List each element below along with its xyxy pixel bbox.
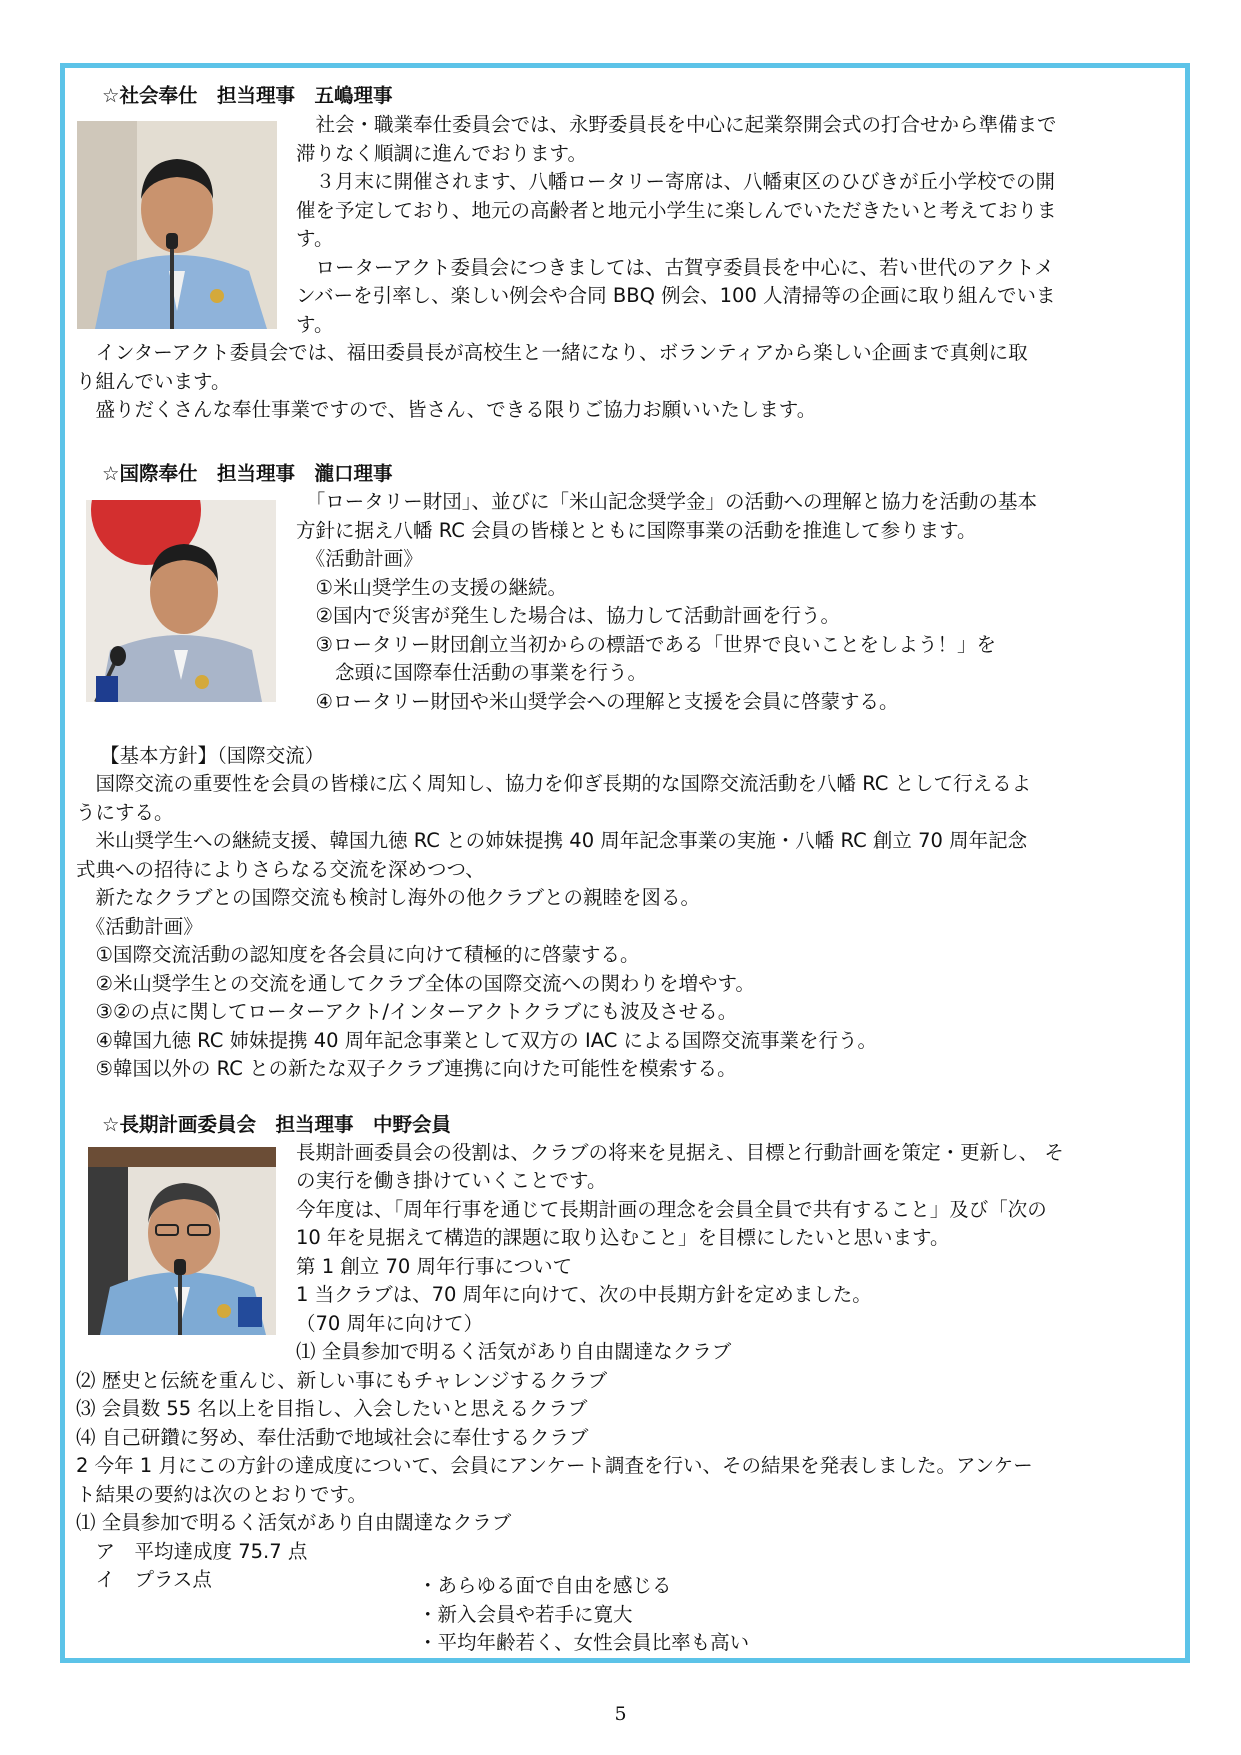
intl-line-8: ④ロータリー財団や米山奨学会への理解と支援を会員に啓蒙する。 — [296, 690, 899, 713]
longterm-line-15: ア 平均達成度 75.7 点 — [76, 1540, 308, 1563]
intl-line-11: うにする。 — [76, 801, 174, 824]
longterm-bullet-3: ・平均年齢若く、女性会員比率も高い — [418, 1631, 750, 1654]
social-line-5: す。 — [296, 227, 334, 250]
intl-line-12: 米山奨学生への継続支援、韓国九徳 RC との姉妹提携 40 周年記念事業の実施・八幡 RC 創立 70 周年記念 — [76, 829, 1028, 852]
social-line-6: ローターアクト委員会につきましては、古賀亨委員長を中心に、若い世代のアクトメ — [296, 256, 1054, 279]
intl-line-1: 「ロータリー財団」、並びに「米山記念奨学金」の活動への理解と協力を活動の基本 — [296, 490, 1038, 513]
longterm-line-12: 2 今年 1 月にこの方針の達成度について、会員にアンケート調査を行い、その結果を発表しました。アンケー — [76, 1454, 1033, 1477]
intl-line-15: 《活動計画》 — [76, 915, 203, 938]
intl-line-9: 【基本方針】（国際交流） — [100, 744, 325, 767]
intl-line-17: ②米山奨学生との交流を通してクラブ全体の国際交流への関わりを増やす。 — [76, 972, 755, 995]
longterm-line-5: 第 1 創立 70 周年行事について — [296, 1255, 573, 1278]
intl-line-2: 方針に据え八幡 RC 会員の皆様とともに国際事業の活動を推進して参ります。 — [296, 519, 977, 542]
longterm-line-7: （70 周年に向けて） — [296, 1312, 484, 1335]
page-number: 5 — [614, 1703, 627, 1725]
social-line-11: 盛りだくさんな奉仕事業ですので、皆さん、できる限りご協力お願いいたします。 — [76, 398, 817, 421]
social-line-10: り組んでいます。 — [76, 370, 231, 393]
goshima-photo — [77, 121, 277, 329]
intl-line-20: ⑤韓国以外の RC との新たな双子クラブ連携に向けた可能性を模索する。 — [76, 1057, 737, 1080]
intl-line-19: ④韓国九徳 RC 姉妹提携 40 周年記念事業として双方の IAC による国際交流事業を行う。 — [76, 1029, 878, 1052]
social-line-7: ンバーを引率し、楽しい例会や合同 BBQ 例会、100 人清掃等の企画に取り組んでいま — [296, 284, 1056, 307]
longterm-line-13: ト結果の要約は次のとおりです。 — [76, 1483, 367, 1506]
intl-line-13: 式典への招待によりさらなる交流を深めつつ、 — [76, 858, 485, 881]
nakano-photo — [88, 1147, 276, 1335]
social-line-1: 社会・職業奉仕委員会では、永野委員長を中心に起業祭開会式の打合せから準備まで — [296, 113, 1057, 136]
intl-line-10: 国際交流の重要性を会員の皆様に広く周知し、協力を仰ぎ長期的な国際交流活動を八幡 RC として行えるよ — [76, 772, 1032, 795]
intl-line-18: ③②の点に関してローターアクト/インターアクトクラブにも波及させる。 — [76, 1000, 738, 1023]
social-line-9: インターアクト委員会では、福田委員長が高校生と一緒になり、ボランティアから楽しい企画まで真剣に取 — [76, 341, 1028, 364]
longterm-line-3: 今年度は、「周年行事を通じて長期計画の理念を会員全員で共有すること」及び「次の — [296, 1198, 1047, 1221]
takiguchi-photo — [86, 500, 276, 702]
longterm-line-14: ⑴ 全員参加で明るく活気があり自由闊達なクラブ — [76, 1511, 512, 1534]
longterm-line-16: イ プラス点 — [76, 1568, 212, 1591]
longterm-line-10: ⑶ 会員数 55 名以上を目指し、入会したいと思えるクラブ — [76, 1397, 588, 1420]
intl-line-6: ③ロータリー財団創立当初からの標語である「世界で良いことをしよう！」を — [296, 633, 996, 656]
longterm-heading: ☆長期計画委員会 担当理事 中野会員 — [102, 1113, 451, 1136]
longterm-line-9: ⑵ 歴史と伝統を重んじ、新しい事にもチャレンジするクラブ — [76, 1369, 608, 1392]
intl-line-5: ②国内で災害が発生した場合は、協力して活動計画を行う。 — [296, 604, 840, 627]
social-line-8: す。 — [296, 313, 334, 336]
longterm-line-6: 1 当クラブは、70 周年に向けて、次の中長期方針を定めました。 — [296, 1283, 872, 1306]
longterm-line-8: ⑴ 全員参加で明るく活気があり自由闊達なクラブ — [296, 1340, 732, 1363]
social-line-2: 滞りなく順調に進んでおります。 — [296, 142, 587, 165]
longterm-line-11: ⑷ 自己研鑽に努め、奉仕活動で地域社会に奉仕するクラブ — [76, 1426, 589, 1449]
social-line-3: ３月末に開催されます、八幡ロータリー寄席は、八幡東区のひびきが丘小学校での開 — [296, 170, 1055, 193]
intl-line-16: ①国際交流活動の認知度を各会員に向けて積極的に啓蒙する。 — [76, 943, 640, 966]
social-line-4: 催を予定しており、地元の高齢者と地元小学生に楽しんでいただきたいと考えておりま — [296, 199, 1057, 222]
international-service-heading: ☆国際奉仕 担当理事 瀧口理事 — [102, 462, 393, 485]
intl-line-7: 念頭に国際奉仕活動の事業を行う。 — [296, 661, 648, 684]
intl-line-4: ①米山奨学生の支援の継続。 — [296, 576, 567, 599]
intl-line-3: 《活動計画》 — [296, 547, 423, 570]
longterm-bullet-1: ・あらゆる面で自由を感じる — [418, 1574, 672, 1597]
longterm-line-2: の実行を働き掛けていくことです。 — [296, 1169, 607, 1192]
intl-line-14: 新たなクラブとの国際交流も検討し海外の他クラブとの親睦を図る。 — [76, 886, 701, 909]
social-service-heading: ☆社会奉仕 担当理事 五嶋理事 — [102, 84, 393, 107]
longterm-line-1: 長期計画委員会の役割は、クラブの将来を見据え、目標と行動計画を策定・更新し、 そ — [296, 1141, 1064, 1164]
longterm-bullet-2: ・新入会員や若手に寛大 — [418, 1603, 633, 1626]
longterm-line-4: 10 年を見据えて構造的課題に取り込むこと」を目標にしたいと思います。 — [296, 1226, 950, 1249]
